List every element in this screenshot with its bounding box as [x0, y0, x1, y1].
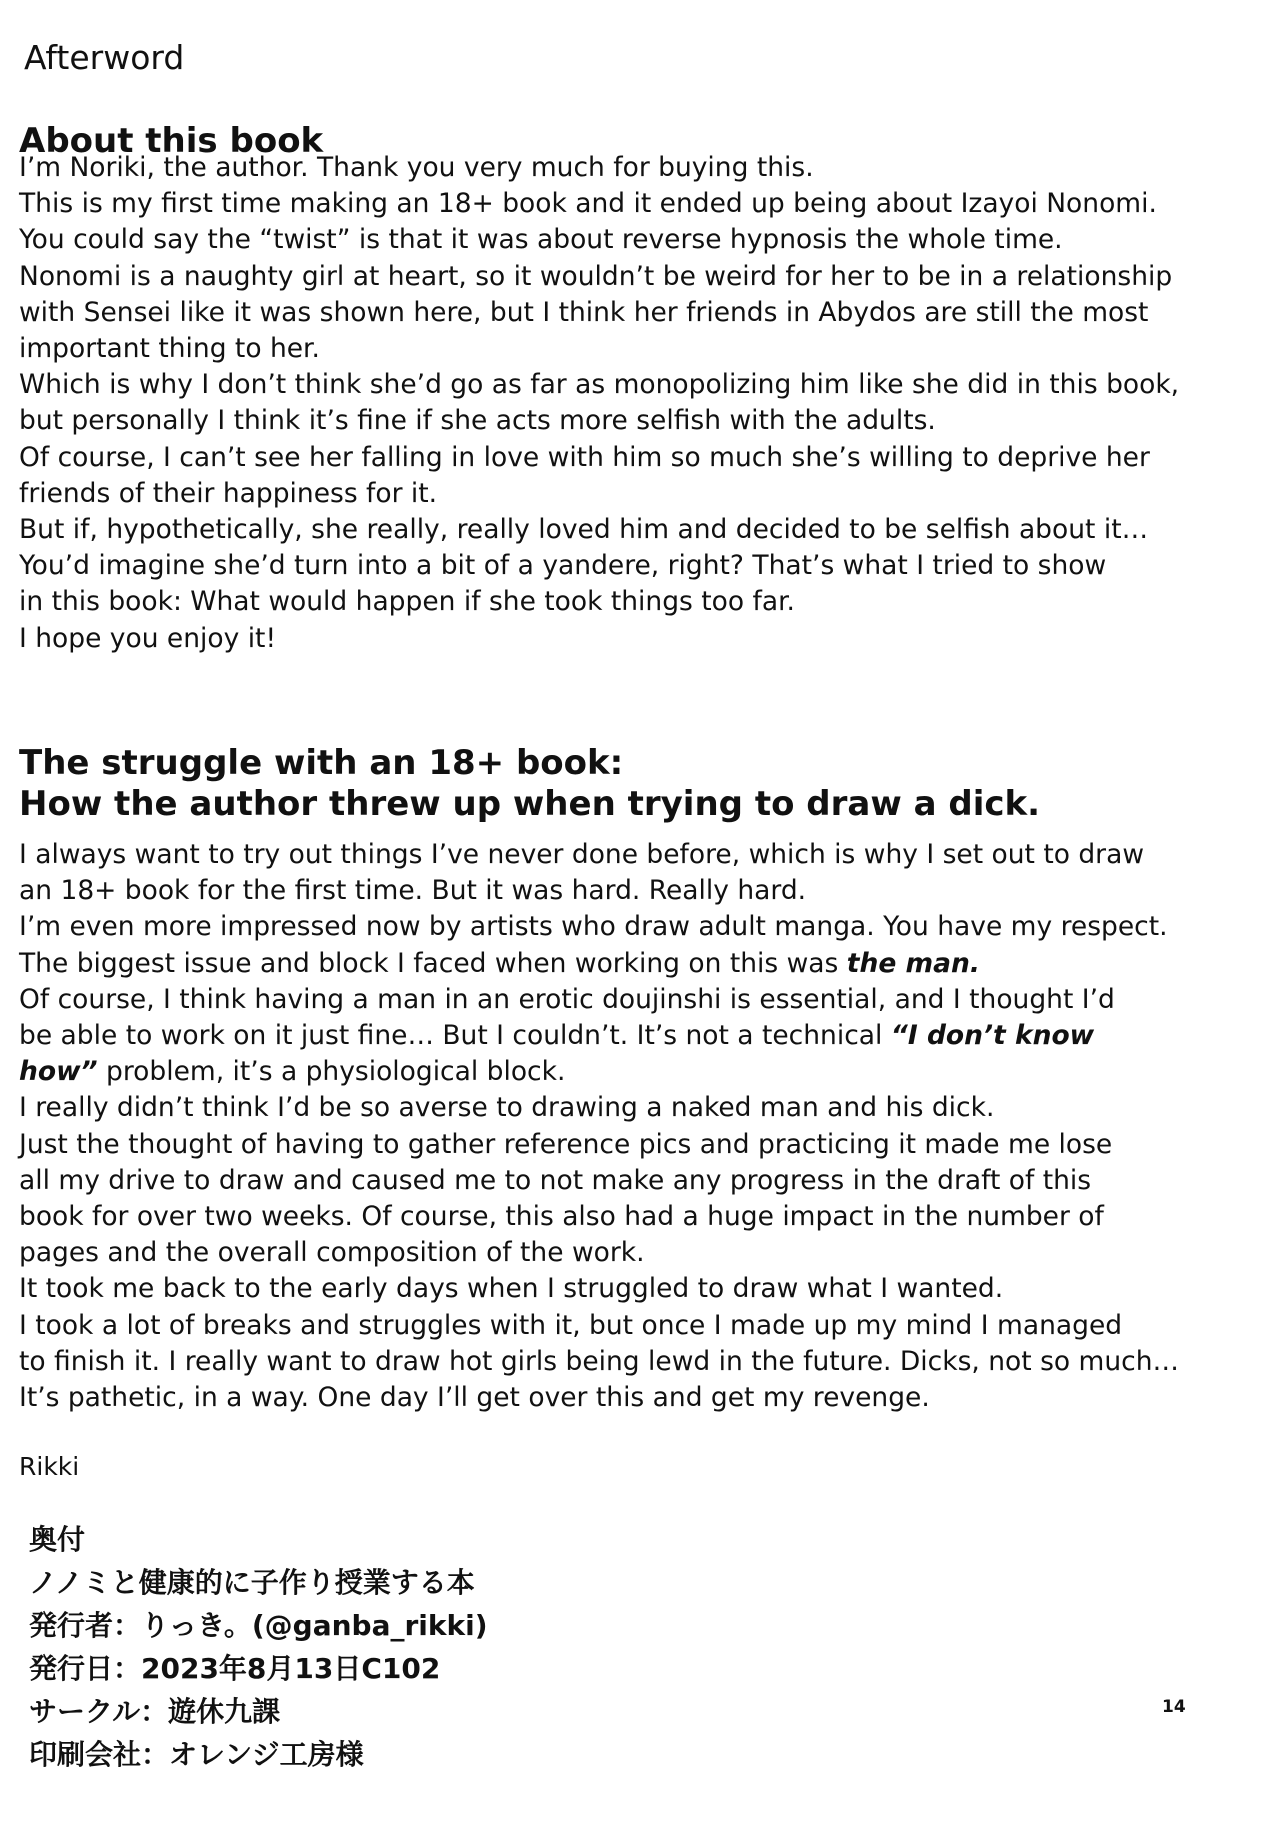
paragraph-line: all my drive to draw and caused me to not make any progress in the draft of this: [19, 1164, 1092, 1196]
paragraph-line: I always want to try out things I’ve never done before, which is why I set out to draw: [19, 839, 1144, 870]
paragraph-line: Of course, I think having a man in an erotic doujinshi is essential, and I thought I’d: [19, 983, 1115, 1015]
page-title: Afterword: [24, 38, 185, 77]
paragraph-line: I took a lot of breaks and struggles with it, but once I made up my mind I managed: [19, 1309, 1123, 1341]
paragraph-line: to finish it. I really want to draw hot girls being lewd in the future. Dicks, not so much…: [19, 1345, 1179, 1377]
paragraph-line: [19, 946, 1179, 982]
paragraph-line: Nonomi is a naughty girl at heart, so it wouldn’t be weird for her to be in a relationship: [19, 260, 1173, 292]
line-text: problem, it’s a physiological block.: [97, 1056, 566, 1088]
section-struggle-body: [19, 837, 1179, 1416]
paragraph-line: [19, 1054, 1179, 1090]
paragraph-line: Just the thought of having to gather reference pics and practicing it made me lose: [19, 1128, 1113, 1160]
signature: Rikki: [19, 1452, 80, 1481]
section-heading-struggle-1: The struggle with an 18+ book:: [19, 743, 624, 783]
section-heading-about: About this book: [19, 121, 324, 161]
paragraph-line: You could say the “twist” is that it was about reverse hypnosis the whole time.: [19, 224, 1063, 256]
colophon-heading: 奥付: [29, 1523, 86, 1556]
paragraph-line: pages and the overall composition of the work.: [19, 1237, 645, 1269]
paragraph-line: You’d imagine she’d turn into a bit of a yandere, right? That’s what I tried to show: [19, 550, 1107, 582]
paragraph-line: Of course, I can’t see her falling in love with him so much she’s willing to deprive her: [19, 441, 1150, 473]
paragraph-line: But if, hypothetically, she really, really loved him and decided to be selfish about it…: [19, 514, 1149, 546]
section-about-body: [19, 150, 1179, 657]
colophon-printer: 印刷会社：オレンジ工房様: [29, 1738, 364, 1771]
paragraph-line: I hope you enjoy it!: [19, 622, 277, 654]
emphasis-text: how”: [19, 1056, 98, 1088]
colophon-publisher: 発行者：りっき。(@ganba_rikki): [29, 1609, 488, 1642]
line-text: be able to work on it just fine… But I couldn’t. It’s not a technical: [19, 1020, 891, 1052]
emphasis-text: “I don’t know: [890, 1020, 1095, 1052]
paragraph-line: It took me back to the early days when I struggled to draw what I wanted.: [19, 1273, 1004, 1305]
colophon-circle: サークル：遊休九課: [29, 1695, 281, 1728]
paragraph-line: but personally I think it’s fine if she acts more selfish with the adults.: [19, 405, 936, 437]
emphasis-text: the man.: [846, 947, 980, 979]
paragraph-line: book for over two weeks. Of course, this also had a huge impact in the number of: [19, 1201, 1104, 1233]
paragraph-line: Which is why I don’t think she’d go as far as monopolizing him like she did in this book,: [19, 369, 1180, 401]
paragraph-line: friends of their happiness for it.: [19, 477, 438, 509]
line-text: The biggest issue and block I faced when working on this was: [19, 947, 847, 979]
paragraph-line: It’s pathetic, in a way. One day I’ll get over this and get my revenge.: [19, 1382, 930, 1414]
section-heading-struggle-2: How the author threw up when trying to draw a dick.: [19, 784, 1041, 824]
colophon-date: 発行日：2023年8月13日C102: [29, 1652, 441, 1685]
page-number: 14: [1162, 1697, 1186, 1717]
paragraph-line: in this book: What would happen if she took things too far.: [19, 586, 795, 618]
paragraph-line: I’m Noriki, the author. Thank you very much for buying this.: [19, 152, 814, 183]
paragraph-line: [19, 1018, 1179, 1054]
colophon-book-title: ノノミと健康的に子作り授業する本: [29, 1566, 475, 1599]
paragraph-line: important thing to her.: [19, 333, 320, 365]
paragraph-line: I’m even more impressed now by artists who draw adult manga. You have my respect.: [19, 911, 1168, 943]
colophon: [29, 1518, 488, 1776]
paragraph-line: This is my first time making an 18+ book and it ended up being about Izayoi Nonomi.: [19, 188, 1157, 220]
paragraph-line: I really didn’t think I’d be so averse to drawing a naked man and his dick.: [19, 1092, 995, 1124]
paragraph-line: an 18+ book for the first time. But it was hard. Really hard.: [19, 875, 807, 907]
paragraph-line: with Sensei like it was shown here, but I think her friends in Abydos are still the most: [19, 296, 1149, 328]
